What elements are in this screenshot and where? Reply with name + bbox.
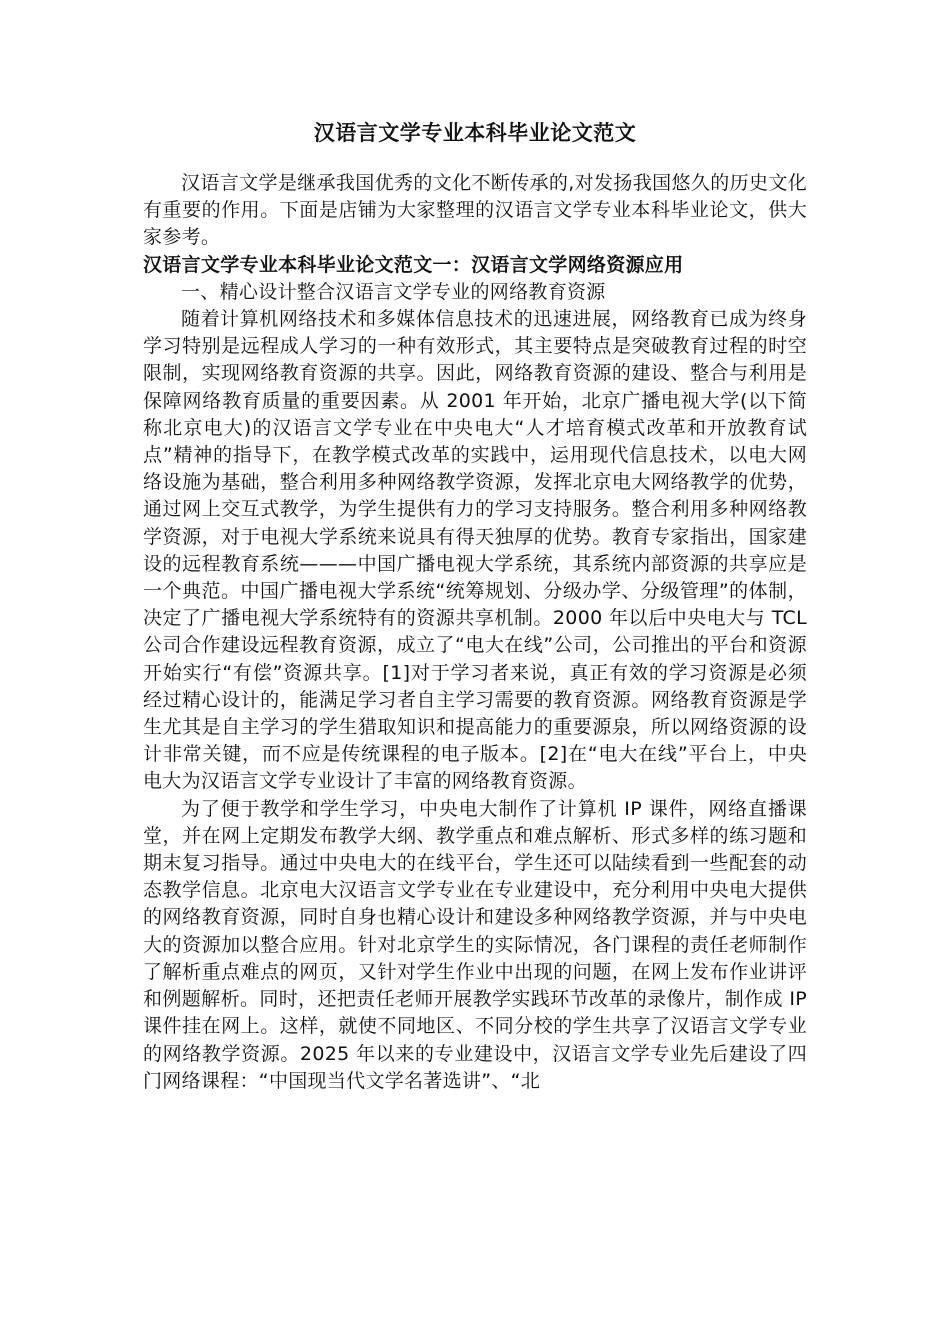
subsection-heading: 一、精心设计整合汉语言文学专业的网络教育资源 <box>181 280 606 303</box>
section-heading: 汉语言文学专业本科毕业论文范文一：汉语言文学网络资源应用 <box>143 253 684 276</box>
body-paragraph-1: 随着计算机网络技术和多媒体信息技术的迅速进展，网络教育已成为终身学习特别是远程成人学习的一种有效形式，其主要特点是突破教育过程的时空限制，实现网络教育资源的共享。因此，网络教育资源的建设、整合与利用是保障网络教育质量的重要因素。从 2001 年开始，北京广播电视大学(以下简称北京电大)的汉语言文学专业在中央电大“人才培育模式改革和开放教育试点”精神的指导下，在教学模式改革的实践中，运用现代信息技术，以电大网络设施为基础，整合利用多种网络教学资源，发挥北京电大网络教学的优势，通过网上交互式教学，为学生提供有力的学习支持服务。整合利用多种网络教学资源，对于电视大学系统来说具有得天独厚的优势。教育专家指出，国家建设的远程教育系统———中国广播电视大学系统，其系统内部资源的共享应是一个典范。中国广播电视大学系统“统筹规划、分级办学、分级管理”的体制，决定了广播电视大学系统特有的资源共享机制。2000 年以后中央电大与 TCL 公司合作建设远程教育资源，成立了“电大在线”公司，公司推出的平台和资源开始实行“有偿”资源共享。[1]对于学习者来说，真正有效的学习资源是必须经过精心设计的，能满足学习者自主学习需要的教育资源。网络教育资源是学生尤其是自主学习的学生猎取知识和提高能力的重要源泉，所以网络资源的设计非常关键，而不应是传统课程的电子版本。[2]在“电大在线”平台上，中央电大为汉语言文学专业设计了丰富的网络教育资源。 <box>143 308 807 793</box>
body-paragraph-2: 为了便于教学和学生学习，中央电大制作了计算机 IP 课件，网络直播课堂，并在网上定期发布教学大纲、教学重点和难点解析、形式多样的练习题和期末复习指导。通过中央电大的在线平台，学生还可以陆续看到一些配套的动态教学信息。北京电大汉语言文学专业在专业建设中，充分利用中央电大提供的网络教育资源，同时自身也精心设计和建设多种网络教学资源，并与中央电大的资源加以整合应用。针对北京学生的实际情况，各门课程的责任老师制作了解析重点难点的网页，又针对学生作业中出现的问题，在网上发布作业讲评和例题解析。同时，还把责任老师开展教学实践环节改革的录像片，制作成 IP 课件挂在网上。这样，就使不同地区、不同分校的学生共享了汉语言文学专业的网络教学资源。2025 年以来的专业建设中，汉语言文学专业先后建设了四门网络课程：“中国现当代文学名著选讲”、“北 <box>143 797 807 1092</box>
document-title: 汉语言文学专业本科毕业论文范文 <box>313 121 637 145</box>
intro-paragraph: 汉语言文学是继承我国优秀的文化不断传承的,对发扬我国悠久的历史文化有重要的作用。下面是店铺为大家整理的汉语言文学专业本科毕业论文，供大家参考。 <box>143 172 807 249</box>
document-body <box>143 170 807 1095</box>
